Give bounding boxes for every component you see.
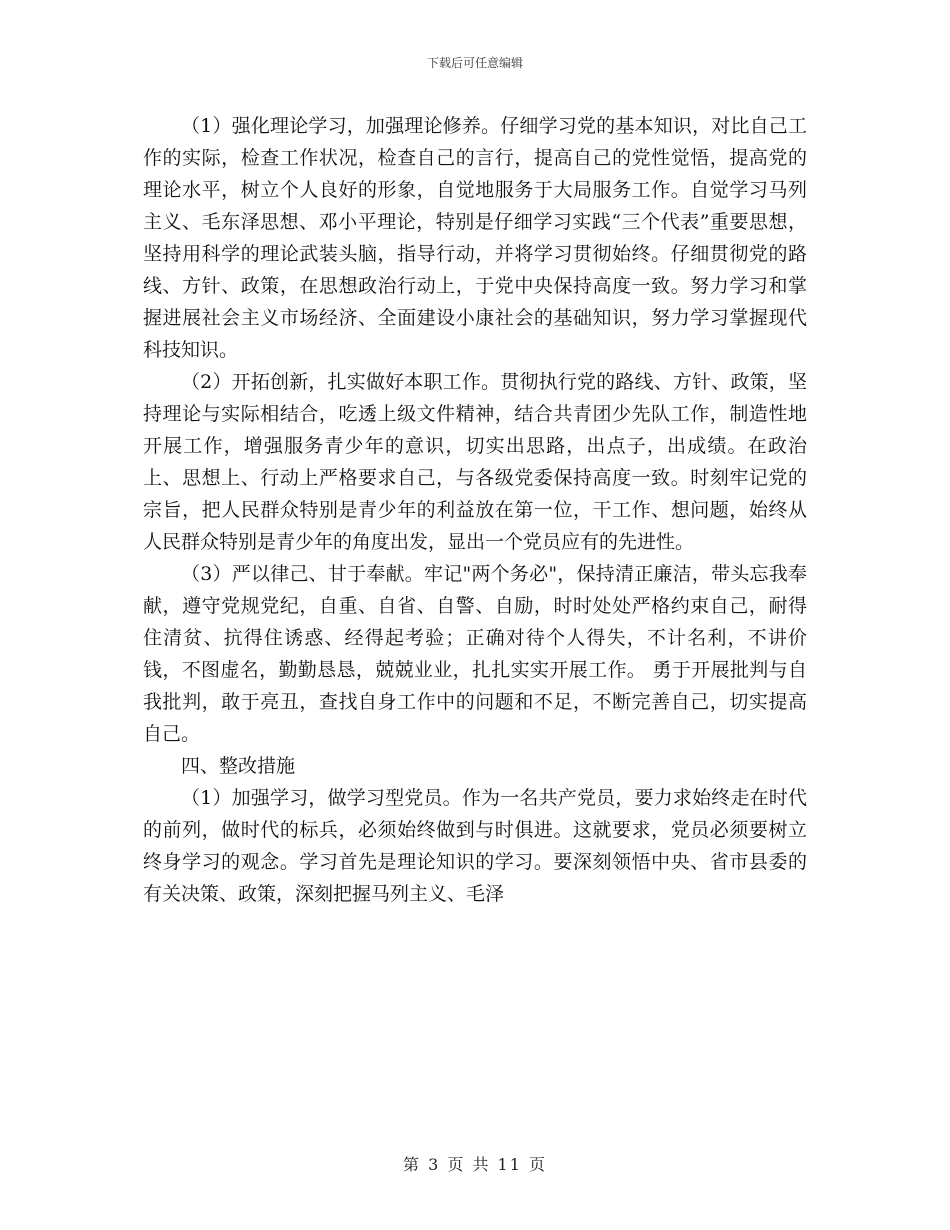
paragraph-3: （3）严以律己、甘于奉献。牢记"两个务必"，保持清正廉洁，带头忘我奉献，遵守党规党纪，自重、自省、自警、自励，时时处处严格约束自己，耐得住清贫、抗得住诱惑、经得起考验；正确对待个人得失，不计名利，不讲价钱，不图虚名，勤勤恳恳，兢兢业业，扎扎实实开展工作。 勇于开展批判与自我批判，敢于亮丑，查找自身工作中的问题和不足，不断完善自己，切实提高自己。 <box>143 563 807 745</box>
paragraph-1: （1）强化理论学习，加强理论修养。仔细学习党的基本知识，对比自己工作的实际，检查工作状况，检查自己的言行，提高自己的党性觉悟，提高党的理论水平，树立个人良好的形象，自觉地服务于大局服务工作。自觉学习马列主义、毛东泽思想、邓小平理论，特别是仔细学习实践“三个代表”重要思想，坚持用科学的理论武装头脑，指导行动，并将学习贯彻始终。仔细贯彻党的路线、方针、政策，在思想政治行动上，于党中央保持高度一致。努力学习和掌握进展社会主义市场经济、全面建设小康社会的基础知识，努力学习掌握现代科技知识。 <box>143 115 807 361</box>
document-body <box>143 110 807 910</box>
page-footer: 第 3 页 共 11 页 <box>403 1155 547 1174</box>
page-header: 下载后可任意编辑 <box>426 56 523 70</box>
section-heading: 四、整改措施 <box>181 755 296 777</box>
paragraph-2: （2）开拓创新，扎实做好本职工作。贯彻执行党的路线、方针、政策，坚持理论与实际相结合，吃透上级文件精神，结合共青团少先队工作，制造性地开展工作，增强服务青少年的意识，切实出思路，出点子，出成绩。在政治上、思想上、行动上严格要求自己，与各级党委保持高度一致。时刻牢记党的宗旨，把人民群众特别是青少年的利益放在第一位，干工作、想问题，始终从人民群众特别是青少年的角度出发，显出一个党员应有的先进性。 <box>143 371 807 553</box>
paragraph-4: （1）加强学习，做学习型党员。作为一名共产党员，要力求始终走在时代的前列，做时代的标兵，必须始终做到与时俱进。这就要求，党员必须要树立终身学习的观念。学习首先是理论知识的学习。要深刻领悟中央、省市县委的有关决策、政策，深刻把握马列主义、毛泽 <box>143 787 807 905</box>
